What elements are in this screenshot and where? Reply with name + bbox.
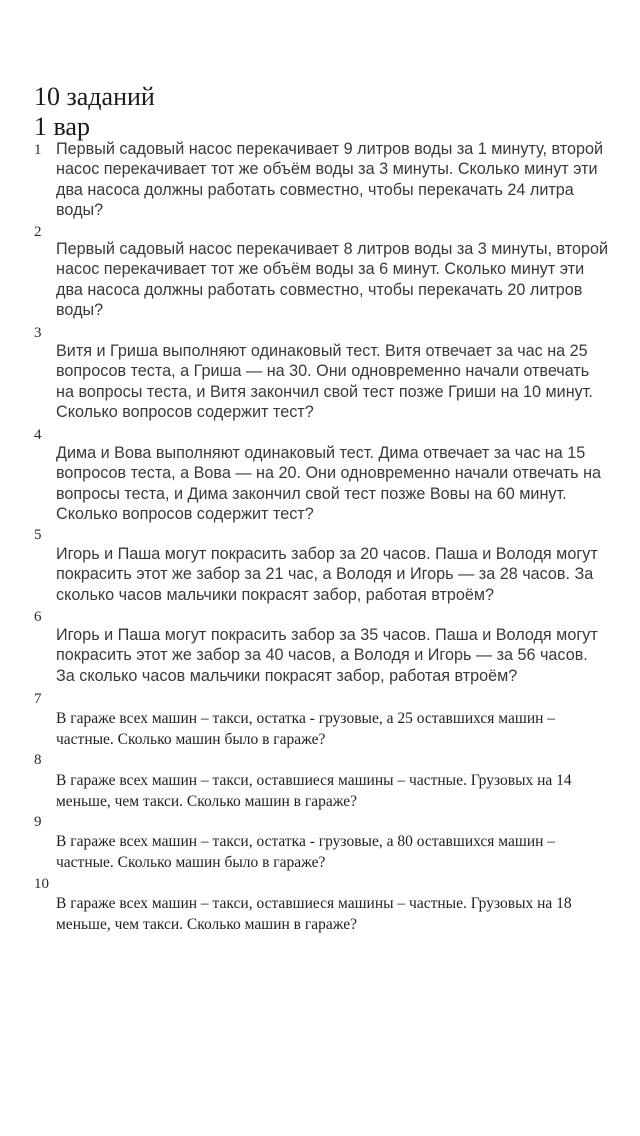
task-number: 2 — [34, 224, 42, 240]
task-number: 1 — [34, 142, 42, 158]
task-text: Игорь и Паша могут покрасить забор за 35 часов. Паша и Володя могут покрасить этот же забор за 40 часов, а Володя и Игорь — за 56 часов. За сколько часов мальчики покрасят забор, работая втроём? — [56, 626, 598, 685]
task-text: В гараже всех машин – такси, остатка - грузовые, а 25 оставшихся машин – частные. Сколько машин было в гараже? — [56, 710, 556, 748]
task-text: Первый садовый насос перекачивает 8 литров воды за 3 минуты, второй насос перекачивает тот же объём воды за 6 минут. Сколько минут эти два насоса должны работать совместно, чтобы перекачать 20 литров воды? — [56, 240, 609, 319]
task-text: В гараже всех машин – такси, оставшиеся машины – частные. Грузовых на 18 меньше, чем такси. Сколько машин в гараже? — [56, 895, 572, 933]
task-number: 3 — [34, 325, 42, 341]
task-number: 9 — [34, 814, 42, 830]
variant-label: 1 вар — [34, 112, 90, 141]
task-text: В гараже всех машин – такси, остатка - грузовые, а 80 оставшихся машин – частные. Сколько машин было в гараже? — [56, 833, 556, 871]
task-text: Первый садовый насос перекачивает 9 литров воды за 1 минуту, второй насос перекачивает тот же объём воды за 3 минуты. Сколько минут эти два насоса должны работать совместно, чтобы перекачать 24 литра воды? — [56, 140, 604, 219]
task-number: 7 — [34, 691, 42, 707]
page-title: 10 заданий — [34, 82, 155, 111]
task-text: Витя и Гриша выполняют одинаковый тест. Витя отвечает за час на 25 вопросов теста, а Гриша — на 30. Они одновременно начали отвечать на вопросы теста, и Витя закончил свой тест позже Гриши на 10 минут. Сколько вопросов содержит тест? — [56, 342, 593, 421]
task-text: Дима и Вова выполняют одинаковый тест. Дима отвечает за час на 15 вопросов теста, а Вова — на 20. Они одновременно начали отвечать на вопросы теста, и Дима закончил свой тест позже Вовы на 60 минут. Сколько вопросов содержит тест? — [56, 444, 602, 523]
task-text: Игорь и Паша могут покрасить забор за 20 часов. Паша и Володя могут покрасить этот же забор за 21 час, а Володя и Игорь — за 28 часов. За сколько часов мальчики покрасят забор, работая втроём? — [56, 545, 598, 604]
task-text: В гараже всех машин – такси, оставшиеся машины – частные. Грузовых на 14 меньше, чем такси. Сколько машин в гараже? — [56, 772, 572, 810]
task-number: 6 — [34, 609, 42, 625]
task-number: 8 — [34, 752, 42, 768]
task-number: 5 — [34, 527, 42, 543]
task-number: 4 — [34, 427, 42, 443]
task-number: 10 — [34, 876, 49, 892]
